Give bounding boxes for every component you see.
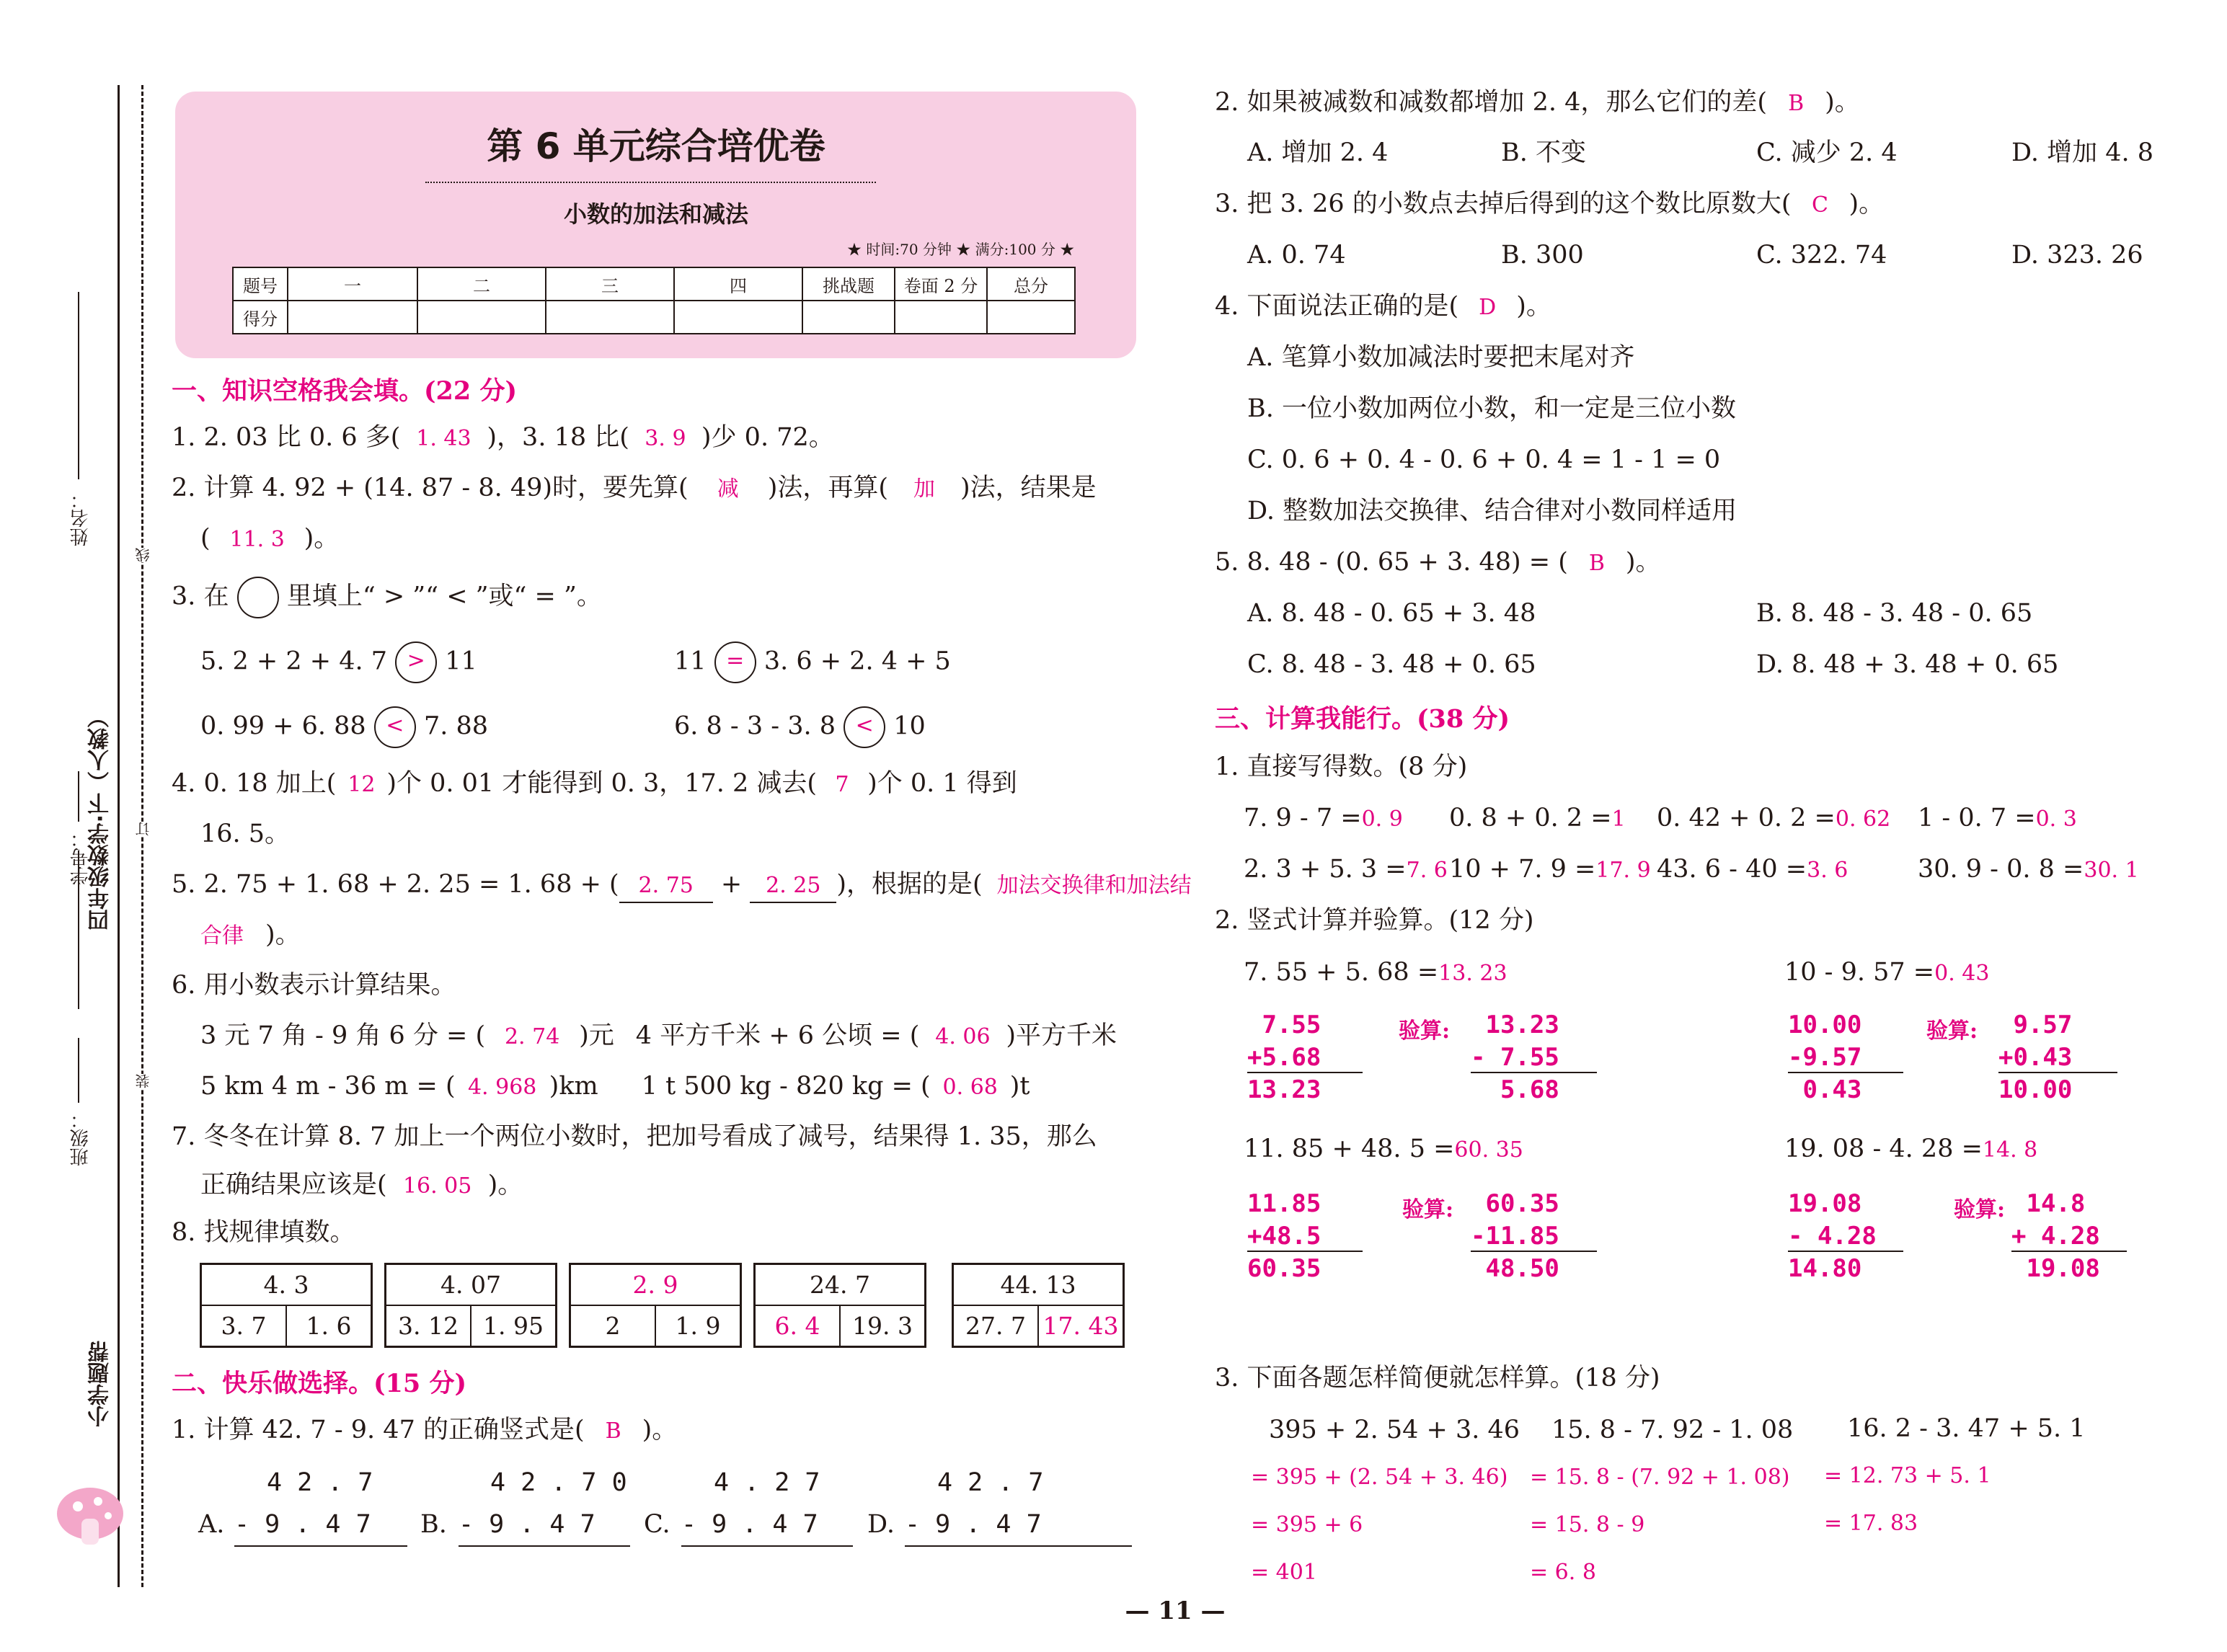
verify-rule <box>1471 1072 1597 1073</box>
book-line <box>78 851 79 1009</box>
s2-q1-optB-label: B. <box>420 1510 447 1539</box>
s1-q1: 1. 2. 03 比 0. 6 多( 1. 43 )，3. 18 比( 3. 9 )少 0. 72。 <box>172 423 834 452</box>
section-1-heading: 一、知识空格我会填。(22 分) <box>172 376 518 406</box>
s1-q4: 4. 0. 18 加上( 12 )个 0. 01 才能得到 0. 3，17. 2 减去( 7 )个 0. 1 得到 <box>172 769 1017 798</box>
s1-q7: 7. 冬冬在计算 8. 7 加上一个两位小数时，把加号看成了减号，结果得 1. 35，那么 <box>172 1122 1097 1151</box>
s3-q3-step: = 6. 8 <box>1530 1560 1596 1585</box>
s3-q2-item3: 11. 85 + 48. 5 =60. 35 <box>1244 1134 1523 1163</box>
s3-q3-step: = 15. 8 - 9 <box>1530 1512 1645 1537</box>
s2-q3-opt-d[interactable]: D. 323. 26 <box>2011 241 2143 270</box>
score-head-2: 二 <box>417 267 546 301</box>
calc-rule <box>1788 1251 1903 1252</box>
vertical-calc: 19.08 - 4.28 14.80 <box>1788 1189 1877 1283</box>
s2-q2-opt-a[interactable]: A. 增加 2. 4 <box>1247 138 1389 167</box>
s1-q3: 3. 在 里填上“ > ”“ < ”或“ = ”。 <box>172 577 602 618</box>
s2-q3-opt-a[interactable]: A. 0. 74 <box>1247 241 1346 270</box>
s3-q3-expr3: 16. 2 - 3. 47 + 5. 1 <box>1847 1414 2086 1443</box>
cut-mark-1: 线 <box>133 548 154 562</box>
s2-q5-opt-d[interactable]: D. 8. 48 + 3. 48 + 0. 65 <box>1756 650 2059 679</box>
s2-q1-optB-bottom: - 9 . 4 7 <box>459 1510 596 1539</box>
optB-rule <box>459 1545 630 1547</box>
s3-q2-item4: 19. 08 - 4. 28 =14. 8 <box>1784 1134 2038 1163</box>
calc-rule <box>1247 1251 1363 1252</box>
s2-q3-opt-c[interactable]: C. 322. 74 <box>1756 241 1887 270</box>
s3-q3-step: = 395 + 6 <box>1251 1512 1363 1537</box>
s1-q2-cont: ( 11. 3 )。 <box>200 524 340 553</box>
s1-q6: 6. 用小数表示计算结果。 <box>172 971 456 1000</box>
s3-q3-step: = 17. 83 <box>1824 1511 1918 1536</box>
calc-rule <box>1247 1072 1363 1073</box>
s3-q1-item: 7. 9 - 7 =0. 9 <box>1244 804 1403 832</box>
s2-q1: 1. 计算 42. 7 - 9. 47 的正确竖式是( B )。 <box>172 1416 678 1444</box>
id-line <box>78 771 79 822</box>
s1-q4-cont: 16. 5。 <box>200 820 291 848</box>
s1-q8: 8. 找规律填数。 <box>172 1218 355 1247</box>
s3-q1-item: 30. 9 - 0. 8 =30. 1 <box>1918 855 2139 884</box>
s2-q1-optA-label: A. <box>198 1510 225 1539</box>
cut-mark-3: 装 <box>133 1074 154 1088</box>
s3-q3: 3. 下面各题怎样简便就怎样算。(18 分) <box>1215 1364 1660 1393</box>
cut-mark-2: 订 <box>133 822 154 836</box>
vertical-calc: 10.00 -9.57 0.43 <box>1788 1011 1862 1104</box>
s1-q5: 5. 2. 75 + 1. 68 + 2. 25 = 1. 68 + ( 2. 75 + 2. 25 )，根据的是( 加法交换律和加法结 <box>172 869 1192 903</box>
binding-line-dashed <box>141 85 143 1587</box>
s2-q2: 2. 如果被减数和减数都增加 2. 4，那么它们的差( B )。 <box>1215 88 1860 117</box>
s1-q6-line1: 3 元 7 角 - 9 角 6 分 = ( 2. 74 )元 4 平方千米 + 6 公顷 = ( 4. 06 )平方千米 <box>200 1021 1117 1050</box>
s2-q1-optA-bottom: - 9 . 4 7 <box>234 1510 371 1539</box>
score-head-3: 三 <box>546 267 674 301</box>
s3-q1-item: 0. 42 + 0. 2 =0. 62 <box>1657 804 1891 832</box>
name-label: 姓名： <box>70 490 92 546</box>
score-head-7: 总分 <box>987 267 1075 301</box>
score-head-5: 挑战题 <box>802 267 895 301</box>
title-underline <box>425 182 876 183</box>
s1-q3-row2a: 0. 99 + 6. 88 < 7. 88 <box>200 706 488 748</box>
verify-rule <box>2011 1251 2127 1252</box>
s2-q3: 3. 把 3. 26 的小数点去掉后得到的这个数比原数大( C )。 <box>1215 190 1885 218</box>
binding-line-outer <box>118 85 120 1587</box>
s1-q5-cont: 合律 )。 <box>200 920 301 949</box>
verify-rule <box>1998 1072 2117 1073</box>
name-line <box>78 292 79 479</box>
s1-q3-row2b: 6. 8 - 3 - 3. 8 < 10 <box>674 706 926 748</box>
s2-q1-optA-top: 4 2 . 7 <box>267 1468 373 1497</box>
s3-q3-step: = 12. 73 + 5. 1 <box>1824 1463 1991 1488</box>
book-title: 四年级数学·下（人教） <box>88 706 113 931</box>
compare-circle[interactable]: < <box>844 706 885 748</box>
s3-q3-step: = 15. 8 - (7. 92 + 1. 08) <box>1530 1465 1790 1490</box>
pattern-box-1: 4. 3 3. 7 1. 6 <box>200 1263 373 1348</box>
s3-q1: 1. 直接写得数。(8 分) <box>1215 752 1468 781</box>
s1-q3-row1a: 5. 2 + 2 + 4. 7 > 11 <box>200 641 477 683</box>
score-head-4: 四 <box>674 267 802 301</box>
s2-q5-opt-a[interactable]: A. 8. 48 - 0. 65 + 3. 48 <box>1247 599 1536 628</box>
vertical-calc: 7.55 +5.68 13.23 <box>1247 1011 1321 1104</box>
s3-q3-step: = 395 + (2. 54 + 3. 46) <box>1251 1465 1508 1490</box>
s2-q1-optD-label: D. <box>867 1510 895 1539</box>
check-label: 验算: <box>1402 1197 1454 1222</box>
s3-q3-step: = 401 <box>1251 1560 1317 1585</box>
section-3-heading: 三、计算我能行。(38 分) <box>1215 704 1510 734</box>
s2-q4-opt-c[interactable]: C. 0. 6 + 0. 4 - 0. 6 + 0. 4 = 1 - 1 = 0 <box>1247 445 1721 474</box>
mushroom-logo <box>50 1474 130 1553</box>
s2-q4-opt-d[interactable]: D. 整数加法交换律、结合律对小数同样适用 <box>1247 497 1737 525</box>
score-cell[interactable] <box>546 301 674 334</box>
score-cell[interactable] <box>288 301 417 334</box>
section-2-heading: 二、快乐做选择。(15 分) <box>172 1369 467 1398</box>
verify-rule <box>1471 1251 1597 1252</box>
s3-q3-expr2: 15. 8 - 7. 92 - 1. 08 <box>1551 1416 1794 1444</box>
s3-q1-item: 2. 3 + 5. 3 =7. 6 <box>1244 855 1448 884</box>
s2-q2-opt-c[interactable]: C. 减少 2. 4 <box>1756 138 1898 167</box>
pattern-box-4: 24. 7 6. 4 19. 3 <box>753 1263 926 1348</box>
s1-q7-cont: 正确结果应该是( 16. 05 )。 <box>200 1171 523 1199</box>
class-line <box>78 1038 79 1103</box>
brand-label: 小学题帮 <box>88 1341 113 1427</box>
check-label: 验算: <box>1954 1197 2006 1222</box>
s1-q2: 2. 计算 4. 92 + (14. 87 - 8. 49)时，要先算( 减 )法，再算( 加 )法，结果是 <box>172 474 1097 502</box>
s2-q2-opt-d[interactable]: D. 增加 4. 8 <box>2011 138 2153 167</box>
s2-q1-optD-top: 4 2 . 7 <box>937 1468 1044 1497</box>
calc-rule <box>1788 1072 1903 1073</box>
score-cell[interactable] <box>987 301 1075 334</box>
s2-q1-optB-top: 4 2 . 7 0 <box>490 1468 627 1497</box>
s2-q1-optC-bottom: - 9 . 4 7 <box>681 1510 818 1539</box>
pattern-box-3: 2. 9 2 1. 9 <box>569 1263 742 1348</box>
verify-calc: 14.8 + 4.28 19.08 <box>2011 1189 2100 1283</box>
s2-q3-opt-b[interactable]: B. 300 <box>1501 241 1584 270</box>
s3-q3-expr1: 395 + 2. 54 + 3. 46 <box>1269 1416 1520 1444</box>
s1-q3-row1b: 11 = 3. 6 + 2. 4 + 5 <box>674 641 951 683</box>
vertical-calc: 11.85 +48.5 60.35 <box>1247 1189 1321 1283</box>
s3-q2-item1: 7. 55 + 5. 68 =13. 23 <box>1244 958 1507 987</box>
s2-q2-opt-b[interactable]: B. 不变 <box>1501 138 1586 167</box>
verify-calc: 60.35 -11.85 48.50 <box>1471 1189 1559 1283</box>
class-label: 班级： <box>70 1110 92 1166</box>
score-cell[interactable] <box>417 301 546 334</box>
pattern-box-5: 44. 13 27. 7 17. 43 <box>952 1263 1125 1348</box>
student-id-label: 学号： <box>70 829 92 885</box>
s3-q1-item: 1 - 0. 7 =0. 3 <box>1918 804 2077 832</box>
s2-q1-optC-label: C. <box>644 1510 670 1539</box>
compare-circle[interactable]: < <box>374 706 416 748</box>
verify-calc: 13.23 - 7.55 5.68 <box>1471 1011 1559 1104</box>
score-head-1: 一 <box>288 267 417 301</box>
optD-rule <box>905 1545 1132 1547</box>
verify-calc: 9.57 +0.43 10.00 <box>1998 1011 2073 1104</box>
s2-q4: 4. 下面说法正确的是( D )。 <box>1215 292 1551 321</box>
s2-q1-optC-top: 4 . 2 7 <box>714 1468 820 1497</box>
page-title: 第 6 单元综合培优卷 <box>487 125 825 167</box>
compare-circle[interactable]: = <box>714 641 756 683</box>
s3-q1-item: 43. 6 - 40 =3. 6 <box>1657 855 1849 884</box>
s2-q5: 5. 8. 48 - (0. 65 + 3. 48) = ( B )。 <box>1215 548 1661 577</box>
s1-q6-line2: 5 km 4 m - 36 m = ( 4. 968 )km 1 t 500 kg - 820 kg = ( 0. 68 )t <box>200 1072 1030 1101</box>
s2-q5-opt-b[interactable]: B. 8. 48 - 3. 48 - 0. 65 <box>1756 599 2033 628</box>
s2-q4-opt-b[interactable]: B. 一位小数加两位小数，和一定是三位小数 <box>1247 394 1736 423</box>
optC-rule <box>681 1545 853 1547</box>
page-number: — 11 — <box>1125 1597 1226 1625</box>
s2-q5-opt-c[interactable]: C. 8. 48 - 3. 48 + 0. 65 <box>1247 650 1536 679</box>
page-subtitle: 小数的加法和减法 <box>563 200 748 228</box>
s2-q1-optD-bottom: - 9 . 4 7 <box>905 1510 1042 1539</box>
blank-circle-icon <box>237 577 279 618</box>
optA-rule <box>234 1545 407 1547</box>
compare-circle[interactable]: > <box>395 641 437 683</box>
score-head-0: 题号 <box>233 267 288 301</box>
s3-q1-item: 10 + 7. 9 =17. 9 <box>1449 855 1651 884</box>
exam-info: ★ 时间:70 分钟 ★ 满分:100 分 ★ <box>847 241 1075 258</box>
check-label: 验算: <box>1926 1018 1978 1044</box>
s3-q1-item: 0. 8 + 0. 2 =1 <box>1449 804 1626 832</box>
score-cell[interactable] <box>802 301 895 334</box>
score-cell[interactable] <box>895 301 987 334</box>
score-head-6: 卷面 2 分 <box>895 267 987 301</box>
score-table <box>232 267 1076 334</box>
s3-q2-item2: 10 - 9. 57 =0. 43 <box>1784 958 1990 987</box>
check-label: 验算: <box>1399 1018 1451 1044</box>
s2-q4-opt-a[interactable]: A. 笔算小数加减法时要把末尾对齐 <box>1247 343 1635 372</box>
score-cell[interactable] <box>674 301 802 334</box>
pattern-box-2: 4. 07 3. 12 1. 95 <box>384 1263 557 1348</box>
s3-q2: 2. 竖式计算并验算。(12 分) <box>1215 906 1534 935</box>
score-row-label: 得分 <box>233 301 288 334</box>
